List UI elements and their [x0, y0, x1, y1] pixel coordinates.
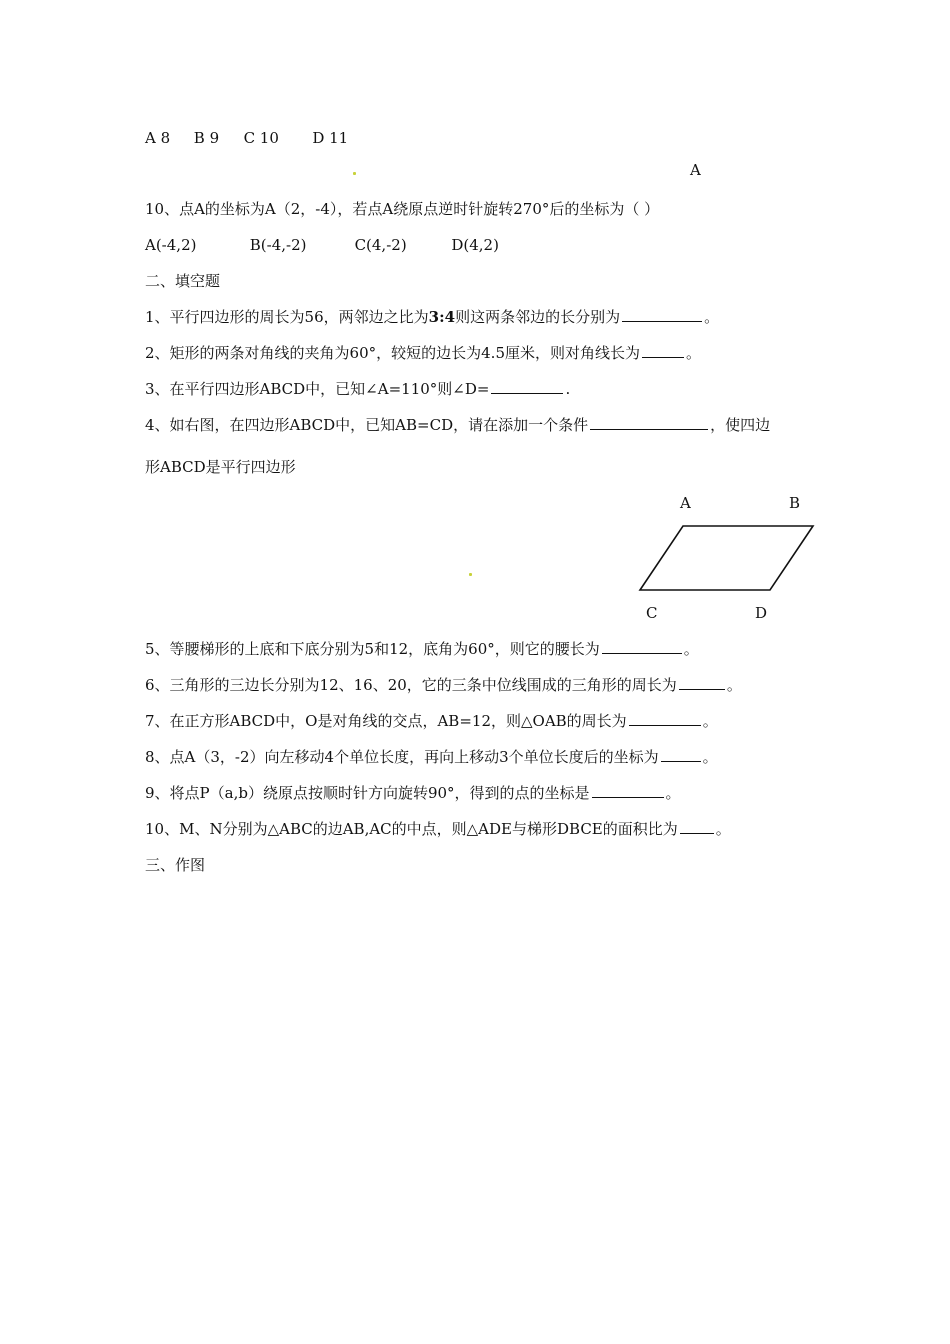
- option-c: C 10: [243, 129, 279, 147]
- option-b: B 9: [193, 129, 220, 147]
- fill-q4: 4、如右图，在四边形ABCD中，已知AB=CD，请在添加一个条件 ，使四边: [145, 416, 771, 434]
- answer-blank[interactable]: [592, 783, 664, 798]
- fill-q8: 8、点A（3，-2）向左移动4个单位长度，再向上移动3个单位长度后的坐标为 。: [145, 748, 718, 766]
- q10-option-c: C(4,-2): [354, 236, 407, 254]
- q10-option-b: B(-4,-2): [249, 236, 307, 254]
- fill-q6: 6、三角形的三边长分别为12、16、20，它的三条中位线围成的三角形的周长为 。: [145, 676, 742, 694]
- vertex-label-a: A: [680, 494, 691, 512]
- q10-question: 10、点A的坐标为A（2，-4），若点A绕原点逆时针旋转270°后的坐标为（ ）: [145, 200, 660, 218]
- vertex-label-c: C: [646, 604, 658, 622]
- fill-q7: 7、在正方形ABCD中，O是对角线的交点，AB=12，则△OAB的周长为 。: [145, 712, 718, 730]
- answer-blank[interactable]: [661, 747, 701, 762]
- fill-q10: 10、M、N分别为△ABC的边AB,AC的中点，则△ADE与梯形DBCE的面积比为 。: [145, 820, 731, 838]
- fill-q1: 1、平行四边形的周长为56，两邻边之比为3:4则这两条邻边的长分别为 。: [145, 308, 720, 326]
- speck: [469, 573, 472, 576]
- answer-blank[interactable]: [679, 675, 725, 690]
- answer-blank[interactable]: [629, 711, 701, 726]
- option-d: D 11: [312, 129, 349, 147]
- q10-option-d: D(4,2): [451, 236, 499, 254]
- stray-label: A: [690, 161, 701, 179]
- q10-option-a: A(-4,2): [145, 236, 197, 254]
- fill-q4-cont: 形ABCD是平行四边形: [145, 458, 296, 476]
- fill-q2: 2、矩形的两条对角线的夹角为60°，较短的边长为4.5厘米，则对角线长为 。: [145, 344, 702, 362]
- option-a: A 8: [145, 129, 171, 147]
- vertex-label-b: B: [789, 494, 801, 512]
- section-3-heading: 三、作图: [145, 856, 206, 874]
- fill-q3: 3、在平行四边形ABCD中，已知∠A=110°则∠D= .: [145, 380, 571, 398]
- vertex-label-d: D: [755, 604, 768, 622]
- section-2-heading: 二、填空题: [145, 272, 221, 290]
- fill-q5: 5、等腰梯形的上底和下底分别为5和12，底角为60°，则它的腰长为 。: [145, 640, 699, 658]
- answer-blank[interactable]: [602, 639, 682, 654]
- parallelogram-shape: [640, 526, 813, 590]
- fill-q9: 9、将点P（a,b）绕原点按顺时针方向旋转90°，得到的点的坐标是 。: [145, 784, 681, 802]
- answer-blank[interactable]: [680, 819, 714, 834]
